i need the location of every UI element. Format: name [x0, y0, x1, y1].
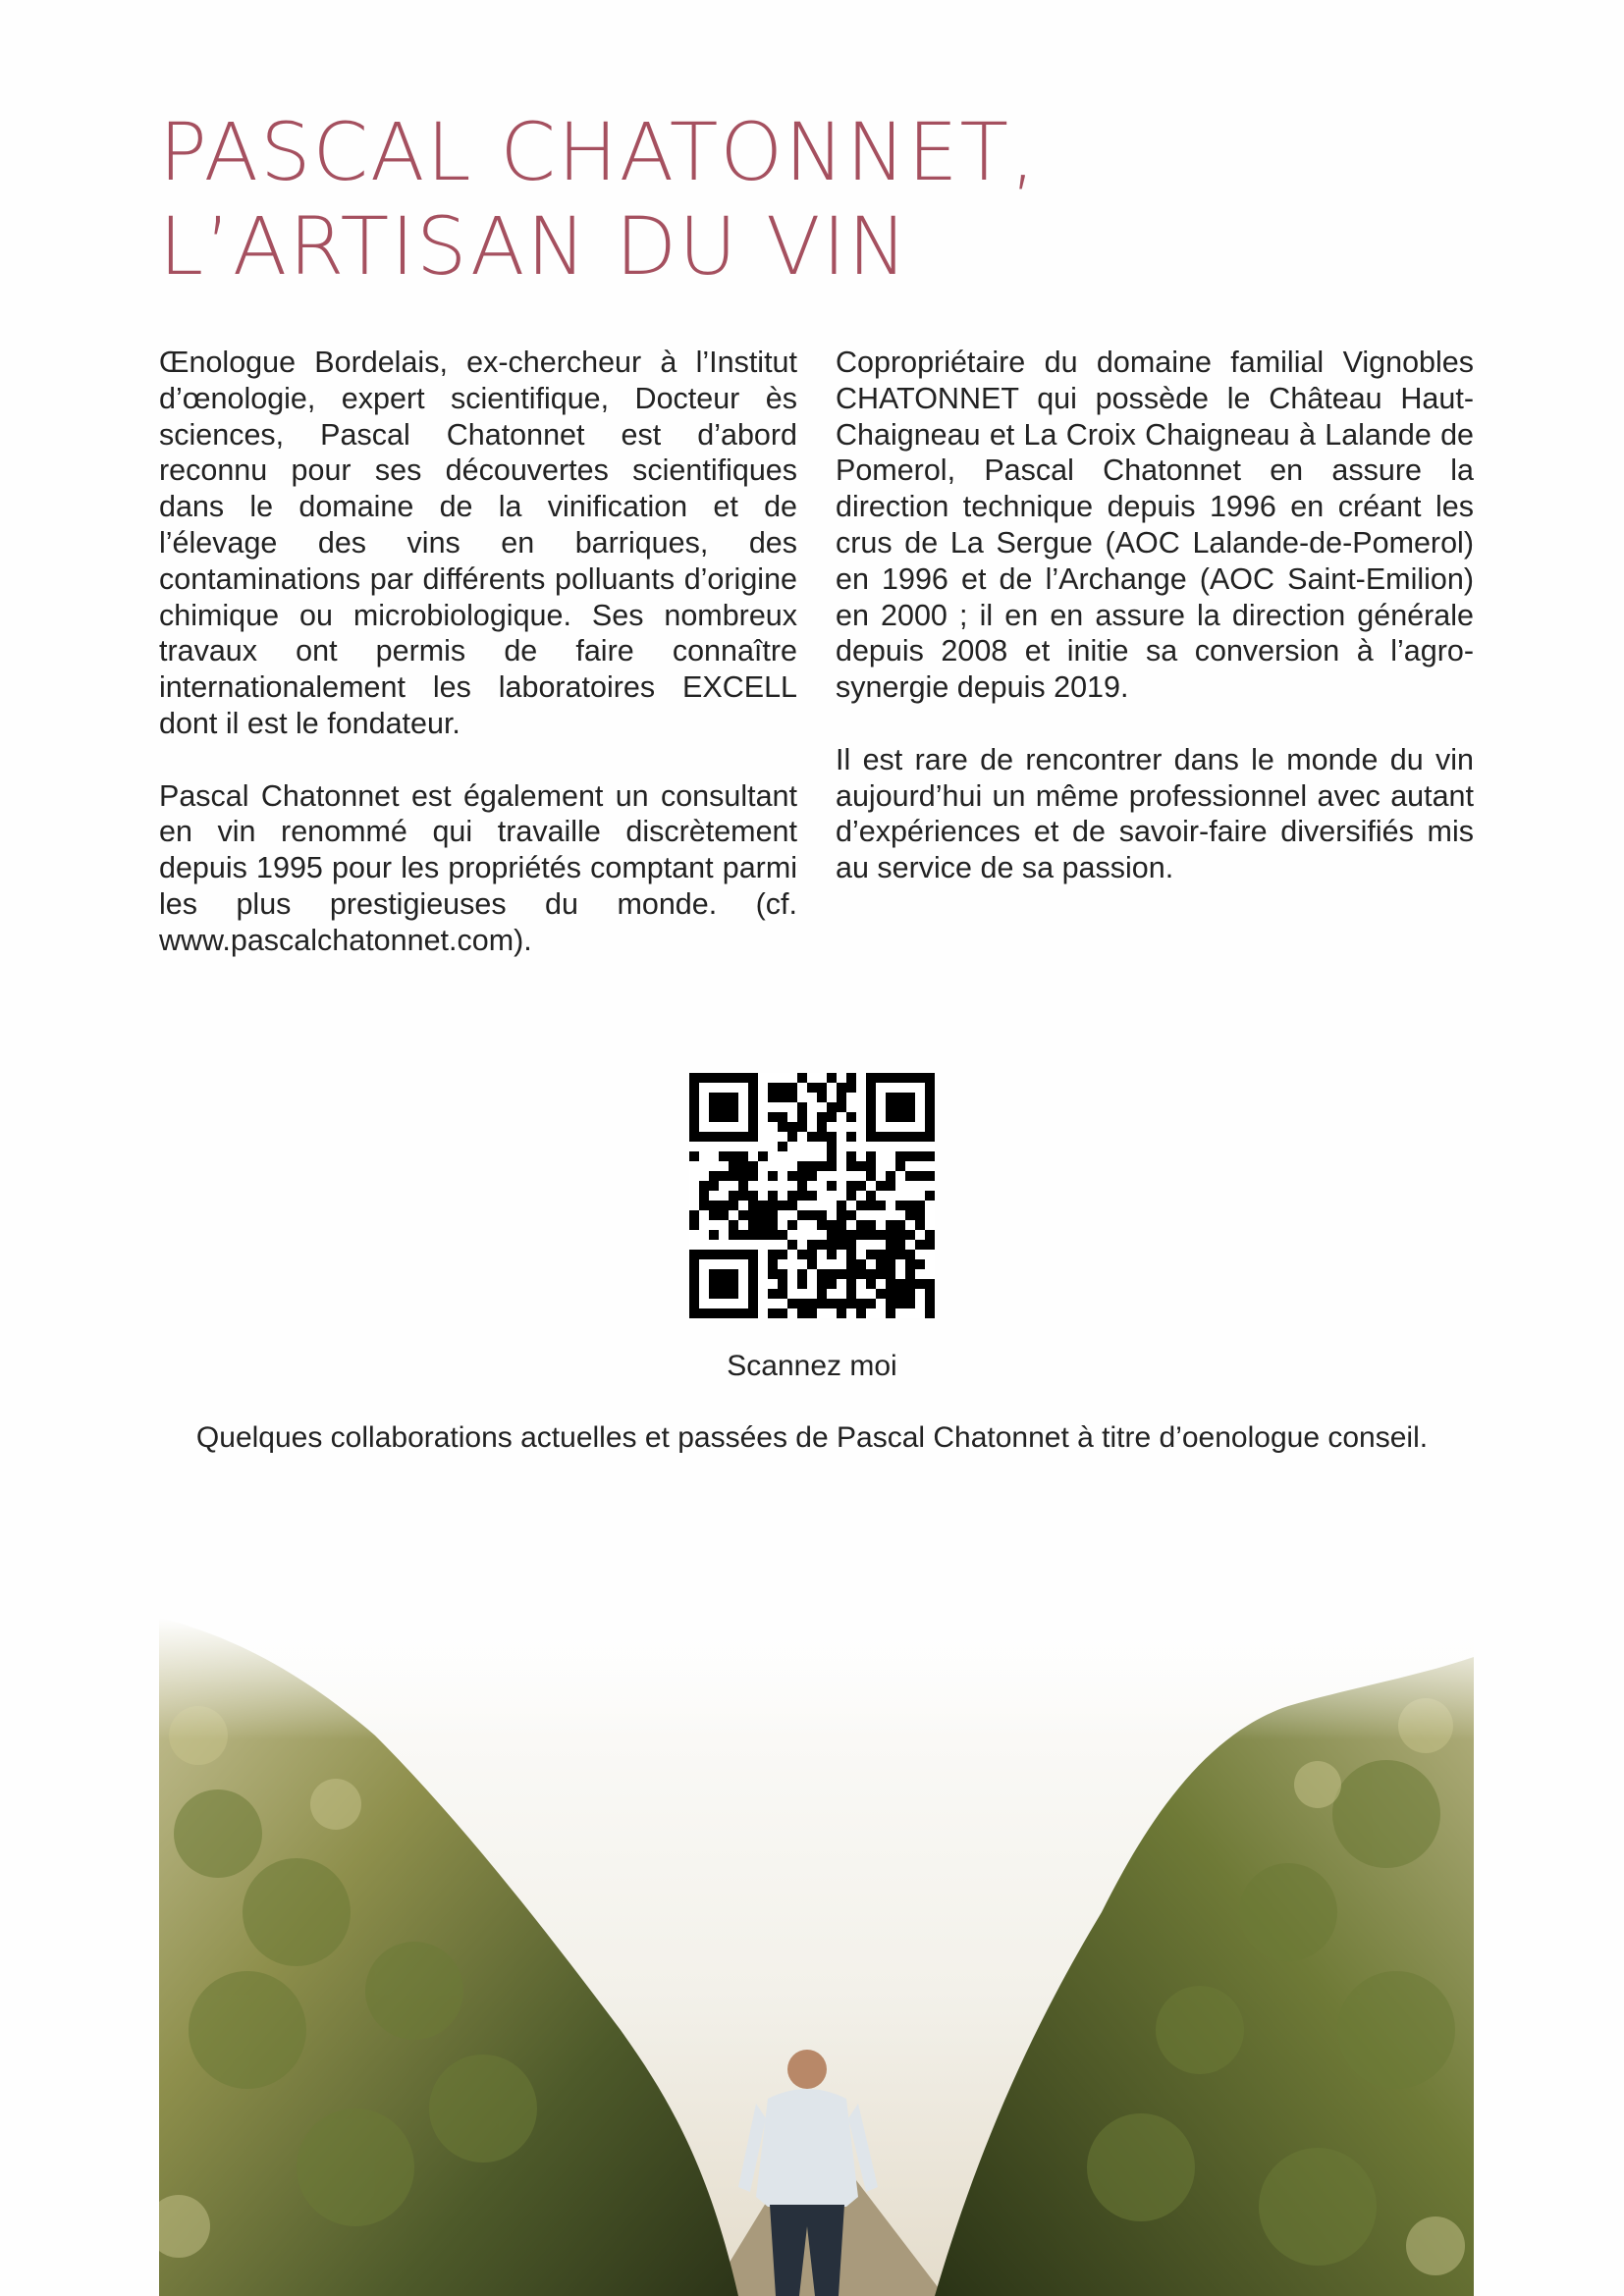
- title-line-2: L’ARTISAN DU VIN: [159, 201, 910, 294]
- vineyard-photo: [159, 1618, 1474, 2296]
- right-paragraph-1: Copropriétaire du domaine familial Vignobles CHATONNET qui possède le Château Haut-Chaigneau et La Croix Chaigneau à Lalande de Pomerol, Pascal Chatonnet en assure la direction technique depuis 1996 en créant les crus de La Sergue (AOC Lalande-de-Pomerol) en 1996 et de l’Archange (AOC Saint-Emilion) en 2000 ; il en en assure la direction générale depuis 2008 et initie sa conversion à l’agro-synergie depuis 2019.: [836, 346, 1474, 705]
- left-column: [159, 345, 797, 994]
- left-paragraph-1: Œnologue Bordelais, ex-chercheur à l’Institut d’œnologie, expert scientifique, Docteur ès sciences, Pascal Chatonnet est d’abord reconnu pour ses découvertes scientifiques dans le domaine de la vinification et de l’élevage des vins en barriques, des contaminations par différents polluants d’origine chimique ou microbiologique. Ses nombreux travaux ont permis de faire connaître internationalement les laboratoires EXCELL dont il est le fondateur.: [159, 346, 797, 740]
- title-line-1: PASCAL CHATONNET,: [159, 107, 1038, 199]
- qr-scan-label: Scannez moi: [727, 1350, 897, 1382]
- right-column: [836, 345, 1474, 923]
- left-paragraph-2: Pascal Chatonnet est également un consultant en vin renommé qui travaille discrètement depuis 1995 pour les propriétés comptant parmi les plus prestigieuses du monde. (cf. www.pascalchatonnet.com).: [159, 778, 797, 957]
- page-title: [159, 106, 1038, 294]
- collaborations-caption: Quelques collaborations actuelles et passées de Pascal Chatonnet à titre d’oenologue conseil.: [195, 1421, 1429, 1454]
- qr-code[interactable]: [689, 1073, 935, 1318]
- right-paragraph-2: Il est rare de rencontrer dans le monde du vin aujourd’hui un même professionnel avec autant d’expériences et de savoir-faire diversifiés mis au service de sa passion.: [836, 742, 1474, 885]
- qr-code-image: [689, 1073, 935, 1318]
